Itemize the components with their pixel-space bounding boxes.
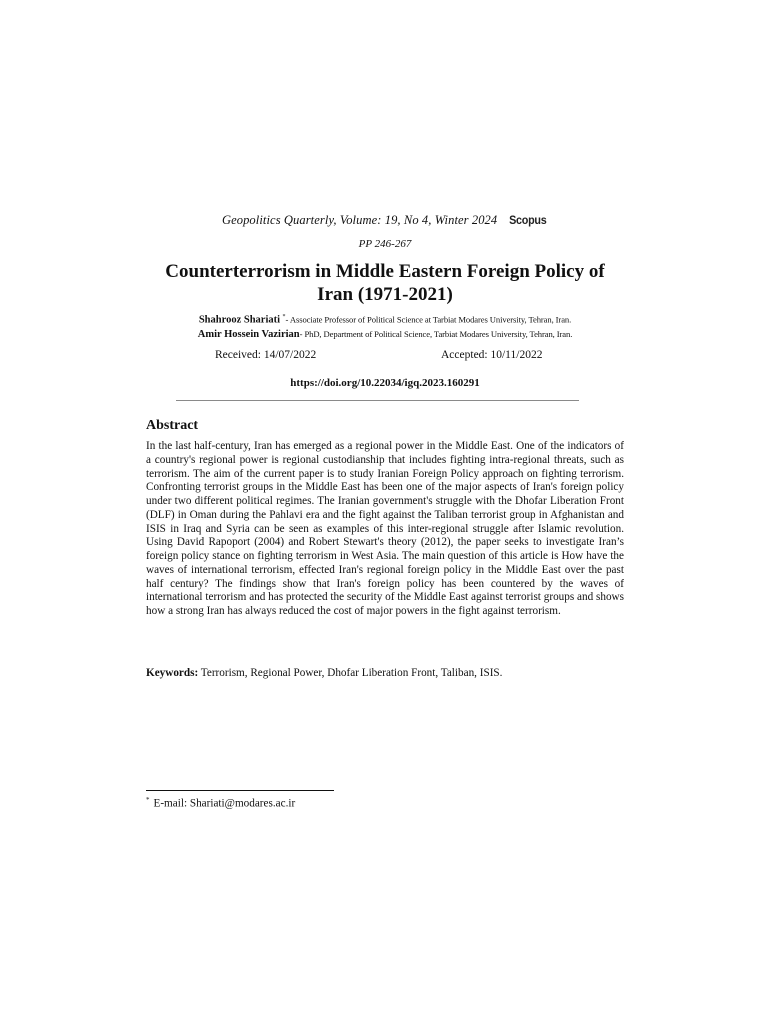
author-list <box>0 310 770 342</box>
page-range: PP 246-267 <box>358 238 412 250</box>
author-name: Amir Hossein Vazirian <box>197 329 300 341</box>
abstract-heading: Abstract <box>146 418 199 433</box>
keywords <box>146 666 624 680</box>
author-entry <box>0 310 770 327</box>
keywords-list: Terrorism, Regional Power, Dhofar Liberation Front, Taliban, ISIS. <box>198 667 503 679</box>
footnote-divider <box>146 790 334 791</box>
author-footnote-marker: * <box>282 314 286 320</box>
journal-citation: Geopolitics Quarterly, Volume: 19, No 4, Winter 2024 <box>221 213 498 227</box>
article-title-line-2: Iran (1971-2021) <box>317 284 453 305</box>
article-title <box>130 260 640 306</box>
scopus-logo: Scopus <box>508 213 546 227</box>
accepted-date: Accepted: 10/11/2022 <box>441 349 543 361</box>
author-affiliation: - Associate Professor of Political Science at Tarbiat Modares University, Tehran, Iran. <box>285 314 572 325</box>
footnote-marker: * <box>146 796 150 804</box>
footnote-email: E-mail: Shariati@modares.ac.ir <box>153 797 296 810</box>
footnote <box>146 796 295 810</box>
author-entry <box>0 327 770 342</box>
keywords-label: Keywords: <box>146 667 199 679</box>
abstract-text: In the last half-century, Iran has emerged as a regional power in the Middle East. One of the indicators of a country's regional power is regional custodianship that includes fighting intra-regional threats, such as terrorism. The aim of the current paper is to study Iranian Foreign Policy approach on fighting terrorism. Confronting terrorist groups in the Middle East has been one of the major aspects of Iran's foreign policy under two different political regimes. The Iranian government's struggle with the Dhofar Liberation Front (DLF) in Oman during the Pahlavi era and the fight against the Taliban terrorist group in Afghanistan and ISIS in Iraq and Syria can be seen as examples of this inter-regional struggle after Islamic revolution. Using David Rapoport (2004) and Robert Stewart's theory (2012), the paper seeks to investigate Iran’s foreign policy stance on fighting terrorism in West Asia. The main question of this article is How have the waves of international terrorism, effected Iran's regional foreign policy in the Middle East over the past half century? The findings show that Iran's foreign policy has been countered by the waves of international terrorism and has protected the security of the Middle East against terrorist groups and shows how a strong Iran has always reduced the cost of major powers in the fight against terrorism. <box>146 440 624 617</box>
header-divider <box>176 400 579 401</box>
author-affiliation: - PhD, Department of Political Science, Tarbiat Modares University, Tehran, Iran. <box>299 329 573 340</box>
received-date: Received: 14/07/2022 <box>215 349 317 361</box>
article-title-line-1: Counterterrorism in Middle Eastern Foreign Policy of <box>165 261 605 282</box>
doi-link[interactable]: https://doi.org/10.22034/igq.2023.160291 <box>290 377 480 389</box>
author-name: Shahrooz Shariati <box>198 314 281 326</box>
journal-citation-line <box>0 213 770 228</box>
